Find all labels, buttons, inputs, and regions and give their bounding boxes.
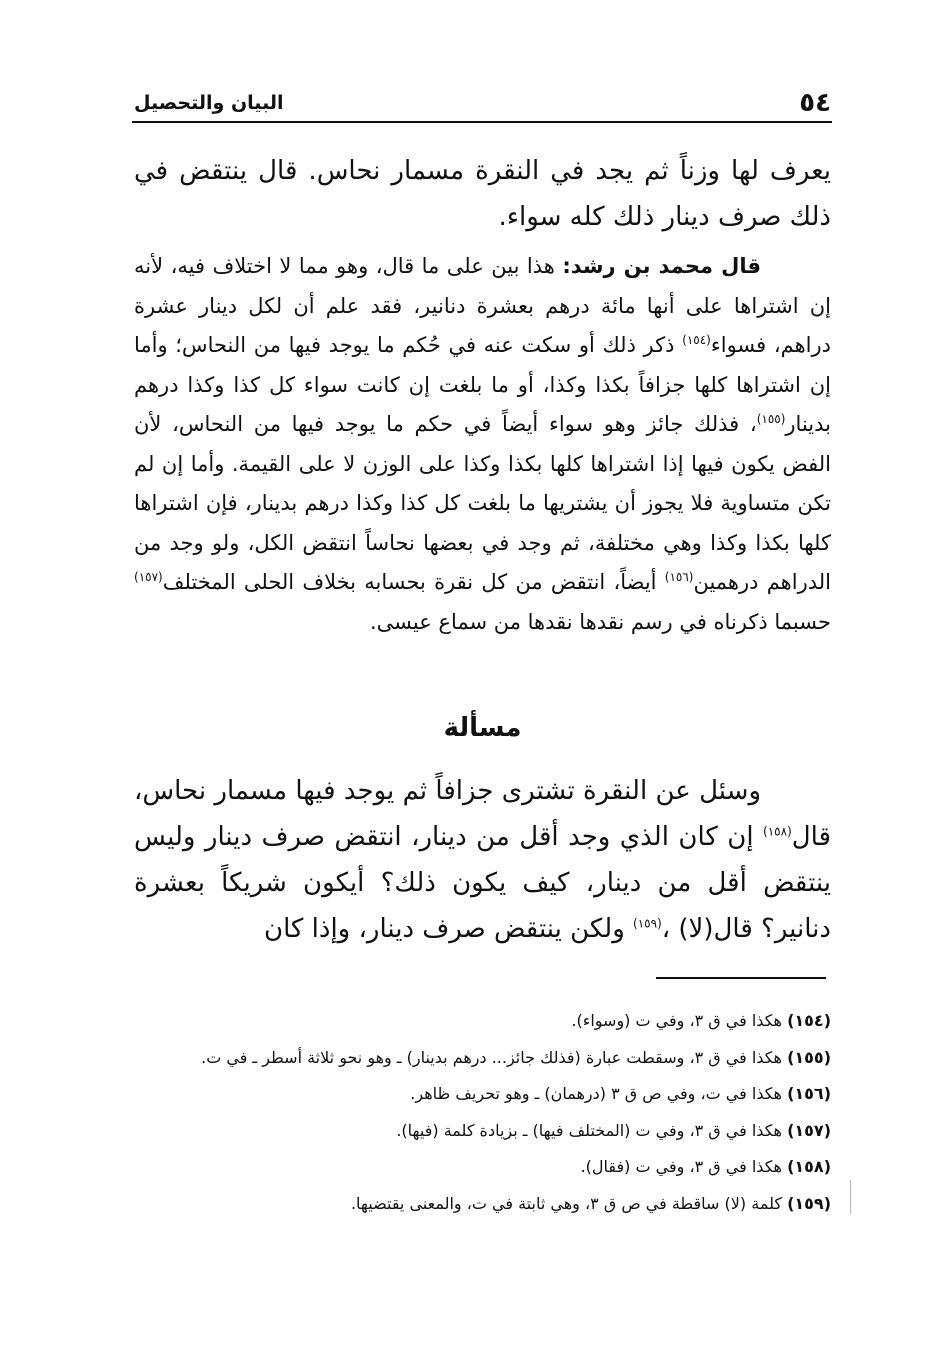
footnote-ref: (١٥٤) — [682, 333, 711, 347]
running-header — [134, 82, 831, 118]
paragraph-text: إن كان الذي وجد أقل من دينار، انتقض صرف دينار وليس ينتقض أقل من دينار، كيف يكون ذلك؟ أيكون شريكاً بعشرة دنانير؟ قال(لا) ، — [134, 822, 831, 944]
footnote-ref: (١٥٩) — [633, 916, 662, 931]
footnote-item — [134, 1076, 831, 1113]
footnote-text: هكذا في ق ٣، وفي ت (المختلف فيها) ـ بزيادة كلمة (فيها). — [396, 1120, 782, 1140]
paragraph-text: هذا بين على ما قال، وهو مما لا اختلاف فيه، لأنه إن اشتراها على أنها مائة درهم بعشرة دنانير، فقد علم أن لكل دينار عشرة دراهم، فسواء — [134, 254, 831, 357]
paragraph-text: ذكر ذلك أو سكت عنه في حُكم ما يوجد فيها من النحاس؛ وأما إن اشتراها كلها جزافاً بكذا وكذا، أو ما بلغت إن كانت سواء كل كذا وكذا درهم بدينار — [134, 333, 831, 436]
footnote-ref: (١٥٥) — [756, 412, 786, 426]
footnote-item — [134, 1040, 831, 1077]
footnote-ref: (١٥٦) — [664, 570, 694, 584]
footnote-number: (١٥٨) — [787, 1157, 831, 1176]
question-paragraph — [134, 768, 831, 952]
footnote-text: كلمة (لا) ساقطة في ص ق ٣، وهي ثابتة في ت، والمعنى يقتضيها. — [350, 1193, 782, 1213]
margin-mark — [850, 1180, 851, 1214]
running-title: البيان والتحصيل — [134, 92, 284, 114]
page-number: ٥٤ — [799, 88, 831, 118]
footnote-item — [134, 1113, 831, 1150]
paragraph-text: يعرف لها وزناً ثم يجد في النقرة مسمار نحاس. قال ينتقض في ذلك صرف دينار ذلك كله سواء. — [134, 156, 831, 232]
footnotes — [134, 1003, 831, 1222]
footnote-text: هكذا في ق ٣، وفي ت (فقال). — [580, 1157, 782, 1176]
footnote-ref: (١٥٨) — [763, 824, 792, 839]
paragraph-text: ، فذلك جائز وهو سواء أيضاً في حكم ما يوجد فيها من النحاس، لأن الفض يكون فيها إذا اشتراها كلها بكذا وكذا على الوزن لا على القيمة. وأما إن لم تكن متساوية فلا يجوز أن يشتريها ما بلغت كل كذا وكذا درهم بدينار، فإن اشتراها كلها بكذا وكذا وهي مختلفة، ثم وجد في بعضها نحاساً انتقض الكل، ولو وجد من الدراهم درهمين — [134, 412, 831, 594]
footnote-item — [134, 1149, 831, 1186]
footnote-item — [134, 1003, 831, 1040]
footnote-number: (١٥٤) — [787, 1011, 831, 1030]
paragraph-text: حسبما ذكرناه في رسم نقدها نقدها من سماع عيسى. — [369, 609, 831, 634]
footnote-text: هكذا في ق ٣، وفي ت (وسواء). — [571, 1011, 782, 1030]
paragraph-text: أيضاً، انتقض من كل نقرة بحسابه بخلاف الحلى المختلف — [162, 570, 657, 594]
footnote-item — [134, 1186, 831, 1223]
footnote-number: (١٥٩) — [787, 1193, 831, 1213]
header-rule — [132, 121, 832, 123]
footnote-separator — [656, 977, 826, 979]
speaker-label: قال محمد بن رشد: — [562, 254, 761, 278]
footnote-number: (١٥٧) — [787, 1120, 831, 1140]
footnote-text: هكذا في ت، وفي ص ق ٣ (درهمان) ـ وهو تحريف ظاهر. — [410, 1084, 782, 1103]
commentary-paragraph — [134, 247, 831, 642]
paragraph-text: وسئل عن النقرة تشترى جزافاً ثم يوجد فيها مسمار نحاس، قال — [134, 776, 832, 852]
footnote-number: (١٥٥) — [787, 1047, 831, 1067]
footnote-number: (١٥٦) — [787, 1084, 831, 1103]
paragraph-text: ولكن ينتقض صرف دينار، وإذا كان — [264, 914, 625, 944]
section-title: مسألة — [443, 713, 522, 743]
footnote-ref: (١٥٧) — [134, 570, 163, 584]
footnote-text: هكذا في ق ٣، وسقطت عبارة (فذلك جائز... درهم بدينار) ـ وهو نحو ثلاثة أسطر ـ في ت. — [201, 1047, 782, 1067]
paragraph-continuation — [134, 148, 831, 240]
